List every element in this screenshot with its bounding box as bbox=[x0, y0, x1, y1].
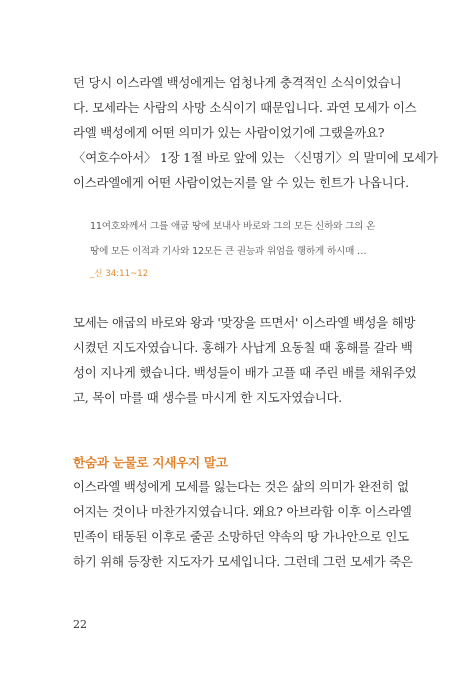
text-line: 라엘 백성에게 어떤 의미가 있는 사람이었기에 그랬을까요? bbox=[73, 125, 385, 140]
scripture-quote bbox=[90, 214, 390, 282]
paragraph-2 bbox=[73, 310, 417, 410]
section-heading: 한숨과 눈물로 지새우지 말고 bbox=[73, 455, 228, 470]
text-line: 시켰던 지도자였습니다. 홍해가 사납게 요동칠 때 홍해를 갈라 백 bbox=[73, 340, 413, 355]
text-line: 어지는 것이나 마찬가지였습니다. 왜요? 아브라함 이후 이스라엘 bbox=[73, 504, 412, 519]
paragraph-1 bbox=[73, 70, 438, 195]
text-line: 고, 목이 마를 때 생수를 마시게 한 지도자였습니다. bbox=[73, 390, 343, 405]
quote-line: 땅에 모든 이적과 기사와 12모든 큰 권능과 위엄을 행하게 하시매 … bbox=[90, 246, 367, 257]
quote-line: 11여호와께서 그를 애굽 땅에 보내사 바로와 그의 모든 신하와 그의 온 bbox=[90, 221, 376, 232]
text-line: 다. 모세라는 사람의 사망 소식이기 때문입니다. 과연 모세가 이스 bbox=[73, 100, 417, 115]
paragraph-3 bbox=[73, 474, 413, 574]
text-line: 이스라엘에게 어떤 사람이었는지를 알 수 있는 힌트가 나옵니다. bbox=[73, 175, 409, 190]
page-number: 22 bbox=[73, 618, 87, 631]
text-line: 민족이 태동된 이후로 줄곧 소망하던 약속의 땅 가나안으로 인도 bbox=[73, 529, 409, 544]
text-line: 하기 위해 등장한 지도자가 모세입니다. 그런데 그런 모세가 죽은 bbox=[73, 554, 413, 569]
text-line: 성이 지나게 했습니다. 백성들이 배가 고플 때 주린 배를 채워주었 bbox=[73, 365, 417, 380]
quote-source: _신 34:11~12 bbox=[90, 269, 149, 279]
text-line: 던 당시 이스라엘 백성에게는 엄청나게 충격적인 소식이었습니 bbox=[73, 75, 402, 90]
text-line: 모세는 애굽의 바로와 왕과 '맞장을 뜨면서' 이스라엘 백성을 해방 bbox=[73, 315, 416, 330]
text-line: 이스라엘 백성에게 모세를 잃는다는 것은 삶의 의미가 완전히 없 bbox=[73, 479, 409, 494]
text-line: 〈여호수아서〉 1장 1절 바로 앞에 있는 〈신명기〉의 말미에 모세가 bbox=[73, 150, 438, 165]
